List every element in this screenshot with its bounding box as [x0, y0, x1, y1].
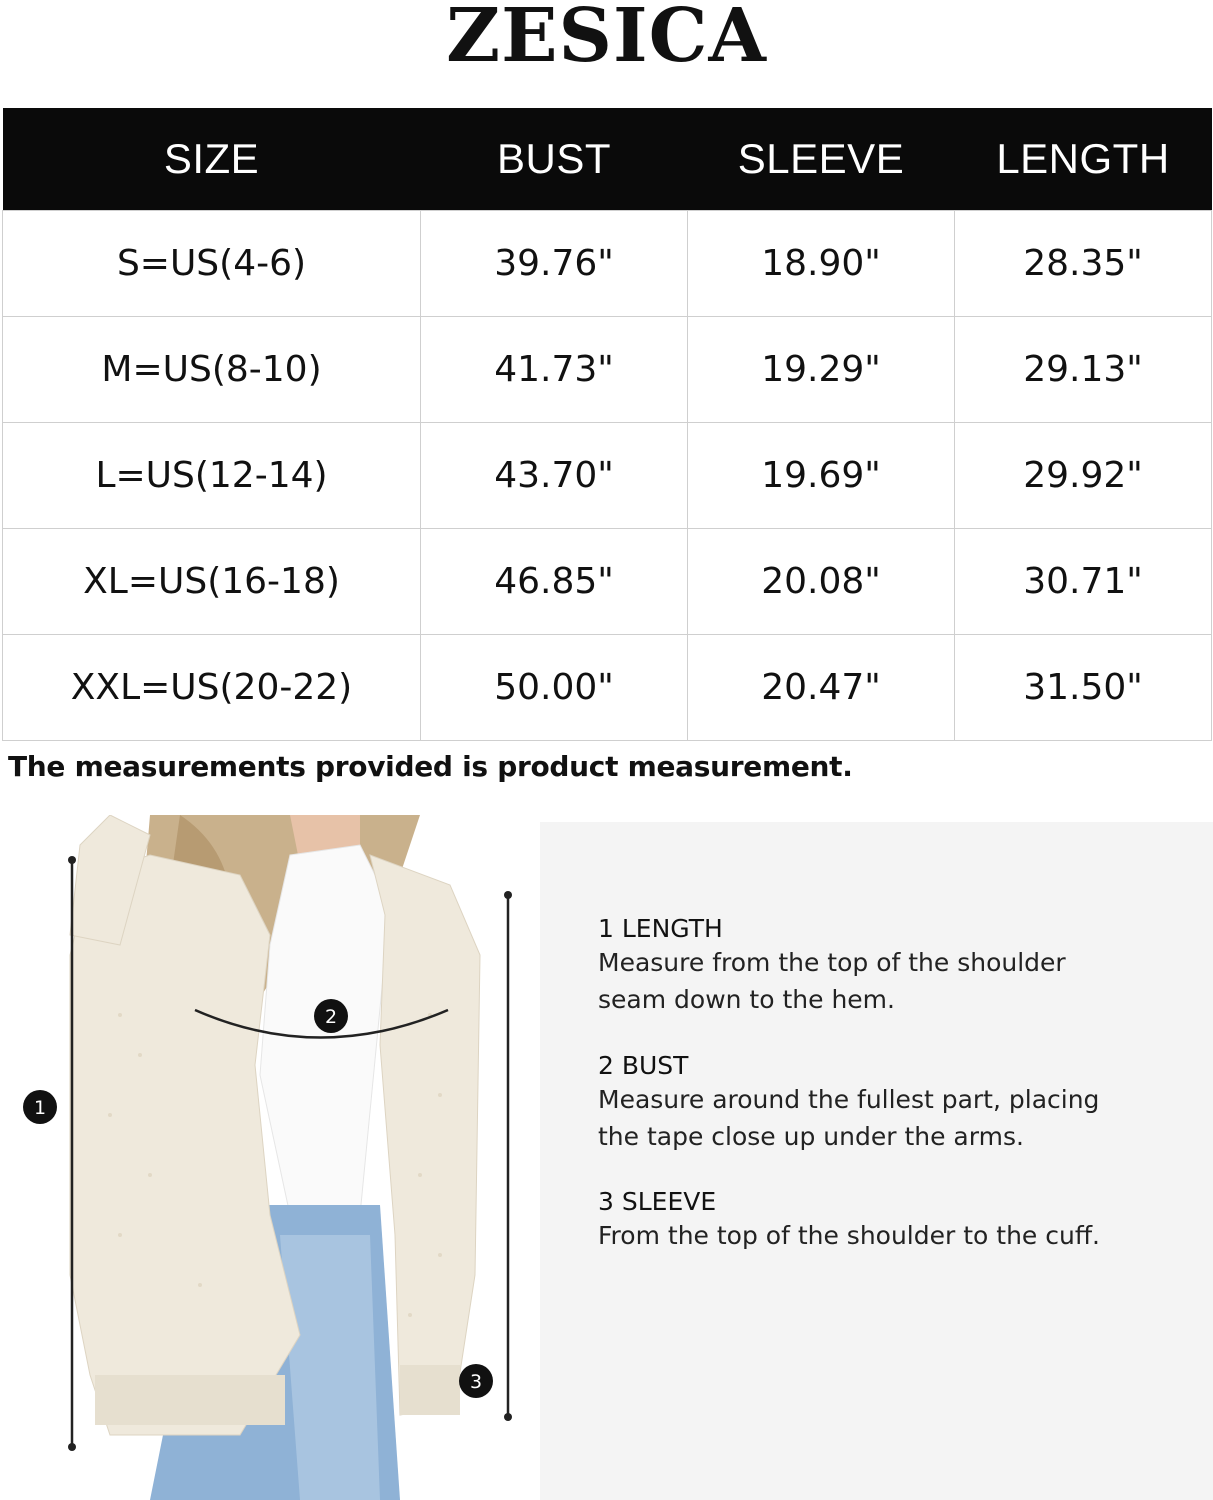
guide-length-title: 1 LENGTH	[598, 914, 723, 943]
header-bust: BUST	[421, 108, 688, 211]
bust-cell: 50.00"	[421, 635, 688, 741]
bust-cell: 39.76"	[421, 211, 688, 317]
size-cell: M=US(8-10)	[3, 317, 421, 423]
marker-1-icon	[23, 1090, 57, 1124]
guide-sleeve-title: 3 SLEEVE	[598, 1187, 717, 1216]
marker-2-label: 2	[324, 1006, 338, 1028]
length-cell: 30.71"	[955, 529, 1212, 635]
length-cell: 28.35"	[955, 211, 1212, 317]
guide-length-text-2: seam down to the hem.	[598, 985, 895, 1014]
length-cell: 31.50"	[955, 635, 1212, 741]
table-row	[3, 635, 1212, 741]
size-chart-table	[2, 108, 1212, 741]
size-cell: L=US(12-14)	[3, 423, 421, 529]
sleeve-cell: 19.29"	[688, 317, 955, 423]
guide-bust-title: 2 BUST	[598, 1051, 689, 1080]
marker-2-icon	[314, 999, 348, 1033]
guide-bust-text-2: the tape close up under the arms.	[598, 1122, 1024, 1151]
guide-bust-text-1: Measure around the fullest part, placing	[598, 1085, 1100, 1114]
guide-sleeve-text-1: From the top of the shoulder to the cuff.	[598, 1221, 1101, 1250]
marker-3-icon	[459, 1364, 493, 1398]
table-row	[3, 317, 1212, 423]
bust-cell: 46.85"	[421, 529, 688, 635]
sleeve-cell: 20.47"	[688, 635, 955, 741]
bust-cell: 41.73"	[421, 317, 688, 423]
header-length: LENGTH	[955, 108, 1212, 211]
guide-sleeve	[598, 1187, 1198, 1253]
sleeve-cell: 18.90"	[688, 211, 955, 317]
length-cell: 29.92"	[955, 423, 1212, 529]
guide-bust	[598, 1051, 1198, 1154]
size-cell: XL=US(16-18)	[3, 529, 421, 635]
bust-cell: 43.70"	[421, 423, 688, 529]
model-photo	[0, 815, 530, 1500]
length-cell: 29.13"	[955, 317, 1212, 423]
table-header-row	[3, 108, 1212, 211]
table-row	[3, 423, 1212, 529]
marker-1-label: 1	[33, 1097, 47, 1119]
marker-3-label: 3	[469, 1371, 483, 1393]
size-cell: S=US(4-6)	[3, 211, 421, 317]
sleeve-cell: 19.69"	[688, 423, 955, 529]
table-row	[3, 211, 1212, 317]
header-sleeve: SLEEVE	[688, 108, 955, 211]
measurement-guide-panel	[540, 822, 1213, 1500]
table-row	[3, 529, 1212, 635]
size-cell: XXL=US(20-22)	[3, 635, 421, 741]
sleeve-cell: 20.08"	[688, 529, 955, 635]
guide-length-text-1: Measure from the top of the shoulder	[598, 948, 1066, 977]
brand-logo: ZESICA	[446, 0, 767, 79]
header-size: SIZE	[3, 108, 421, 211]
guide-length	[598, 914, 1198, 1017]
measurement-note: The measurements provided is product measurement.	[8, 750, 853, 783]
